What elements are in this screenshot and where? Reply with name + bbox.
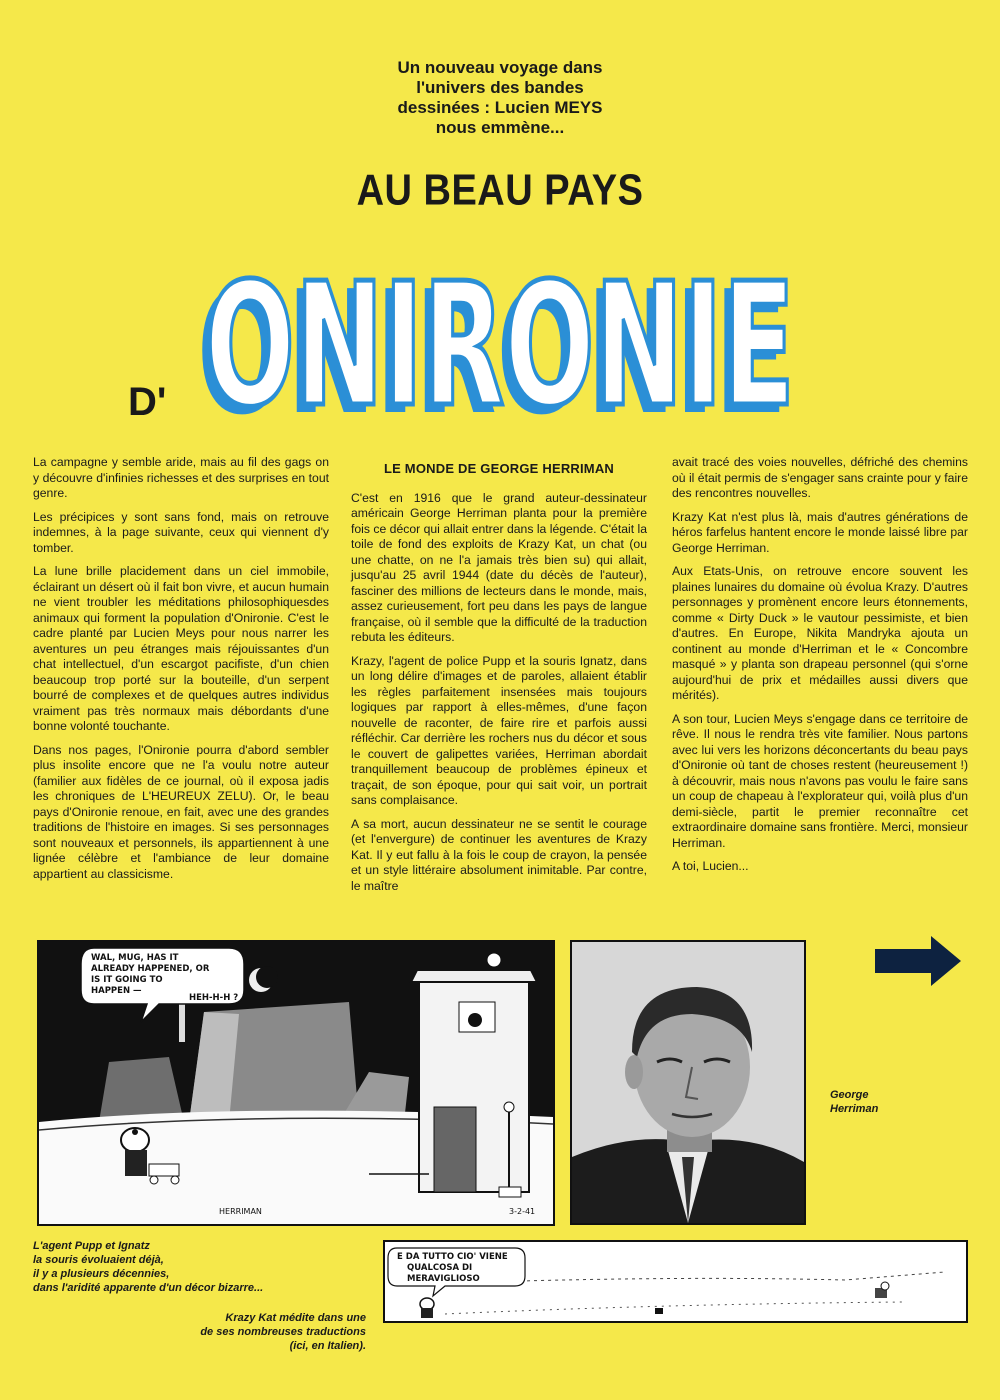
paragraph: Aux Etats-Unis, on retrouve encore souvent les plaines lunaires du domaine où évolua Krazy. D'autres personnages y promènent encore leurs étonnements, comme « Dirty Duck » le vautour pessimiste, et bien d'autres. En Europe, Nikita Mandryka ajouta un continent au monde d'Herriman et le « Concombre masqué » y planta son drapeau personnel (qui s'orne aujourd'hui de prix et médailles aussi divers que mérités).: [672, 564, 968, 702]
paragraph: La lune brille placidement dans un ciel immobile, éclairant un désert où il fait bon vivre, et aucun humain ne vient troubler les méditations philosophiquesdes animaux qui forment la population d'Onironie. C'est le cadre planté par Lucien Meys pour nous narrer les aventures un peu étranges mais réjouissantes d'un chat intellectuel, d'un escargot pacifiste, d'un chien beaucoup trop porté sur la bouteille, d'un serpent bourré de complexes et de quelques autres individus vraiment pas très normaux mais débordants d'une bonne volonté touchante.: [33, 564, 329, 733]
paragraph: A toi, Lucien...: [672, 859, 749, 873]
paragraph: Krazy, l'agent de police Pupp et la souris Ignatz, dans un long délire d'images et de paroles, allaient établir les règles parfaitement insensées mais toujours logiques par rapport à elles-mêmes, d'une façon nouvelle de raconter, de faire rire et parfois aussi réfléchir. Car derrière les rochers nus du décor et sous le couvert de galipettes variées, Herriman abordait tranquillement beaucoup de problèmes épineux et traçait, de son époque, pour qui sait voir, un portrait sans complaisance.: [351, 653, 647, 807]
caption-line: il y a plusieurs décennies,: [33, 1268, 170, 1280]
intro-line: dessinées : Lucien MEYS: [397, 98, 603, 117]
caption-line: Herriman: [830, 1103, 879, 1115]
paragraph: A sa mort, aucun dessinateur ne se sentit le courage (et l'envergure) de continuer les aventures de Krazy Kat. Il y eut fallu à la fois le coup de crayon, la pensée et un style littéraire absolument inimitable. Par contre, le maître: [351, 816, 647, 893]
logo-shadow: ONIRONIE: [197, 255, 787, 422]
article-column-1: [33, 455, 329, 890]
paragraph: La campagne y semble aride, mais au fil des gags on y découvre d'infinies richesses et des surprises en tout genre.: [33, 455, 329, 500]
paragraph: Dans nos pages, l'Onironie pourra d'abord sembler plus insolite encore que ne l'a voulu notre auteur (familier aux fidèles de ce journal, où il exposa jadis les chroniques de L'HEUREUX ZELU). Or, le beau pays d'Onironie renoue, en fait, avec une des grandes traditions de l'histoire en images. Si ses personnages sont nouveaux et personnels, ils appartiennent à une lignée célèbre et l'ambiance de leur domaine appartient au classicisme.: [33, 742, 329, 881]
comic-panel-krazy-kat: [37, 940, 555, 1226]
comic-strip-illustration: [385, 1242, 966, 1321]
caption-line: Krazy Kat médite dans une: [225, 1312, 366, 1324]
artist-signature: HERRIMAN: [219, 1207, 262, 1216]
paragraph: avait tracé des voies nouvelles, défriché des chemins où il était permis de s'engager sans crainte pour y faire des rencontres nouvelles.: [672, 455, 968, 500]
caption-line: dans l'aridité apparente d'un décor bizarre...: [33, 1282, 264, 1294]
speech-line: MERAVIGLIOSO: [407, 1274, 480, 1284]
section-heading: LE MONDE DE GEORGE HERRIMAN: [383, 461, 615, 476]
caption-line: de ses nombreuses traductions: [200, 1326, 366, 1338]
caption-line: George: [830, 1089, 869, 1101]
intro-line: l'univers des bandes: [416, 78, 584, 97]
photo-caption: [830, 1088, 930, 1116]
onironie-logo: [190, 232, 810, 422]
strip-date: 3-2-41: [509, 1207, 536, 1216]
intro-text: [330, 58, 670, 138]
comic-caption-2: [170, 1311, 366, 1353]
speech-line: ALREADY HAPPENED, OR: [91, 964, 210, 974]
paragraph: Krazy Kat n'est plus là, mais d'autres générations de héros farfelus hantent encore le monde laissé libre par George Herriman.: [672, 509, 968, 555]
paragraph: A son tour, Lucien Meys s'engage dans ce territoire de rêve. Il nous le rendra très vite familier. Nous partons avec lui vers les horizons déconcertants du beau pays d'Onironie où tant de choses restent (heureusement !) à découvrir, mais nous n'avons pas voulu le faire sans un coup de chapeau à l'explorateur qui, voilà plus d'un demi-siècle, partit le premier reconnaître cet extraordinaire domaine sans frontière. Merci, monsieur Herriman.: [672, 711, 968, 850]
portrait-photo: [570, 940, 806, 1225]
caption-line: la souris évoluaient déjà,: [33, 1254, 164, 1266]
comic-caption-1: [33, 1239, 283, 1295]
speech-line: WAL, MUG, HAS IT: [91, 953, 179, 963]
intro-line: nous emmène...: [435, 118, 565, 137]
article-column-3: [672, 455, 968, 883]
speech-line: E DA TUTTO CIO' VIENE: [397, 1252, 508, 1262]
next-page-arrow-icon[interactable]: [873, 936, 963, 986]
comic-illustration: [39, 942, 553, 1224]
title-prefix: D': [128, 380, 167, 424]
paragraph: C'est en 1916 que le grand auteur-dessinateur américain George Herriman planta pour la première fois ce décor qui allait entrer dans la légende. C'était la toile de fond des exploits de Krazy Kat, un chat (ou une chatte, on ne l'a jamais très bien su) qui allait, jusqu'au 25 avril 1944 (date du décès de l'auteur), fasciner des millions de lecteurs dans le monde, mais, assez curieusement, fort peu dans les pays de langue française, où il semble que la difficulté de la traduction rebuta les éditeurs.: [351, 490, 647, 644]
article-column-2: [351, 455, 647, 902]
headline: AU BEAU PAYS: [356, 166, 644, 216]
speech-line: QUALCOSA DI: [407, 1263, 473, 1273]
portrait-illustration: [572, 942, 804, 1223]
comic-panel-italian: [383, 1240, 968, 1323]
speech-line: IS IT GOING TO: [91, 975, 163, 985]
speech-line: HAPPEN —: [91, 986, 142, 996]
intro-line: Un nouveau voyage dans: [397, 58, 603, 77]
speech-line: HEH-H-H ?: [189, 993, 239, 1003]
logo-face: ONIRONIE: [205, 247, 795, 422]
caption-line: L'agent Pupp et Ignatz: [33, 1240, 150, 1252]
caption-line: (ici, en Italien).: [289, 1340, 366, 1352]
paragraph: Les précipices y sont sans fond, mais on retrouve indemnes, à la page suivante, ceux qui viennent d'y tomber.: [33, 509, 329, 555]
